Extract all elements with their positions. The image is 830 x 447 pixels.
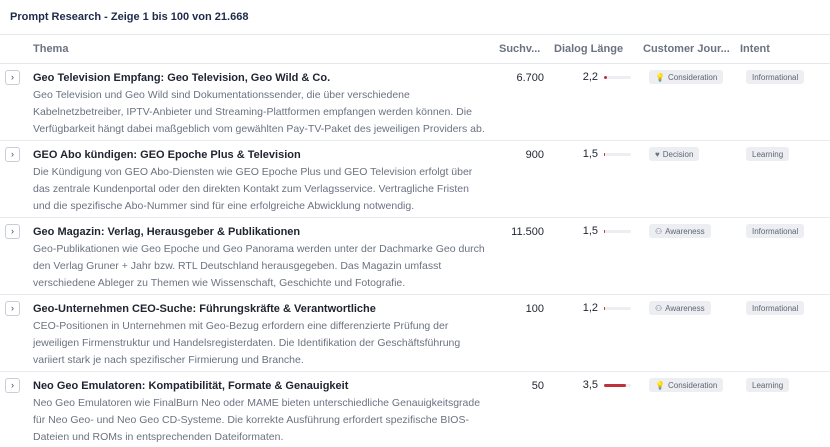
intent-badge: Informational [746,301,804,315]
intent-badge: Informational [746,224,804,238]
journey-badge [649,301,711,315]
intent-badge: Learning [746,378,789,392]
chevron-right-icon: › [11,72,14,82]
dialog-length-bar [604,76,631,79]
chevron-right-icon: › [11,149,14,159]
intent-badge: Learning [746,147,789,161]
search-volume: 11.500 [511,226,544,238]
group-icon: ⚇ [655,226,663,236]
dialog-length-bar-fill [604,384,626,387]
page-title: Prompt Research - Zeige 1 bis 100 von 21.668 [0,0,830,35]
topic-description: Neo Geo Emulatoren wie FinalBurn Neo oder MAME bieten unterschiedliche Genauigkeitsgrade für Neo Geo- und Neo Geo CD-Systeme. Die korrekte Ausführung erfordert spezifische BIOS-Dateien und ROMs in entsprechenden Dateiformaten. [33,397,481,443]
journey-label: Awareness [665,303,705,313]
dialog-length-bar [604,307,631,310]
journey-label: Decision [662,149,694,159]
dialog-length-value: 1,5 [582,148,598,160]
table-row[interactable] [0,64,830,141]
journey-label: Consideration [667,72,718,82]
topic-title: Geo Television Empfang: Geo Television, Geo Wild & Co. [33,72,331,84]
lightbulb-icon: 💡 [655,72,665,82]
column-header-dialog-length[interactable]: Dialog Länge [554,43,624,55]
expand-row-button[interactable] [5,224,20,239]
intent-badge: Informational [746,70,804,84]
topic-title: Geo-Unternehmen CEO-Suche: Führungskräfte & Verantwortliche [33,303,376,315]
table-row[interactable] [0,295,830,372]
dialog-length-bar [604,384,631,387]
dialog-length-bar [604,153,631,156]
topic-description: Geo-Publikationen wie Geo Epoche und Geo Panorama werden unter der Dachmarke Geo durch den Verlag Gruner + Jahr bzw. RTL Deutschland herausgegeben. Das Magazin umfasst verschiedene Ableger zu Themen wie Wissenschaft, Geschichte und Fotografie. [33,243,485,289]
topic-description: CEO-Positionen in Unternehmen mit Geo-Bezug erfordern eine differenzierte Prüfung der jeweiligen Firmenstruktur und Handelsregisterdaten. Die Identifikation der Geschäftsführung variiert stark je nach spezifischer Firmierung und Branche. [33,320,461,366]
search-volume: 50 [531,380,544,392]
dialog-length-bar-fill [604,76,607,79]
topic-title: GEO Abo kündigen: GEO Epoche Plus & Television [33,149,301,161]
column-header-topic[interactable]: Thema [33,43,69,55]
table-row[interactable] [0,218,830,295]
chevron-right-icon: › [11,226,14,236]
topic-description: Geo Television und Geo Wild sind Dokumentationssender, die über verschiedene Kabelnetzbetreiber, IPTV-Anbieter und Streaming-Plattformen empfangen werden können. Die Verfügbarkeit hängt dabei maßgeblich vom gewählten Pay-TV-Paket des jeweiligen Providers ab. [33,89,485,135]
lightbulb-icon: 💡 [655,380,665,390]
table-header [0,35,830,64]
expand-row-button[interactable] [5,70,20,85]
dialog-length-bar-fill [604,230,605,233]
dialog-length-value: 3,5 [582,379,598,391]
column-header-intent[interactable]: Intent [740,43,770,55]
group-icon: ⚇ [655,303,663,313]
journey-badge [649,70,723,84]
dialog-length-value: 1,2 [582,302,598,314]
expand-row-button[interactable] [5,301,20,316]
search-volume: 100 [525,303,544,315]
dialog-length-bar-fill [604,307,605,310]
journey-badge [649,224,711,238]
heart-icon: ♥ [655,149,660,159]
journey-label: Consideration [667,380,718,390]
expand-row-button[interactable] [5,378,20,393]
topic-description: Die Kündigung von GEO Abo-Diensten wie GEO Epoche Plus und GEO Television erfolgt über das zentrale Kundenportal oder den direkten Kontakt zum Verlagsservice. Vertragliche Fristen und die spezifische Abo-Nummer sind für eine erfolgreiche Abwicklung notwendig. [33,166,473,212]
journey-label: Awareness [665,226,705,236]
dialog-length-value: 1,5 [582,225,598,237]
search-volume: 900 [525,149,544,161]
topic-title: Geo Magazin: Verlag, Herausgeber & Publikationen [33,226,301,238]
dialog-length-bar-fill [604,153,605,156]
dialog-length-bar [604,230,631,233]
topic-title: Neo Geo Emulatoren: Kompatibilität, Formate & Genauigkeit [33,380,349,392]
journey-badge [649,378,723,392]
journey-badge [649,147,699,161]
dialog-length-value: 2,2 [582,71,598,83]
table-row[interactable] [0,141,830,218]
expand-row-button[interactable] [5,147,20,162]
chevron-right-icon: › [11,303,14,313]
column-header-customer-journey[interactable]: Customer Jour... [643,43,730,55]
table-row[interactable] [0,372,830,447]
table-body [0,64,830,447]
chevron-right-icon: › [11,380,14,390]
search-volume: 6.700 [516,72,544,84]
column-header-volume[interactable]: Suchv... [499,43,541,55]
